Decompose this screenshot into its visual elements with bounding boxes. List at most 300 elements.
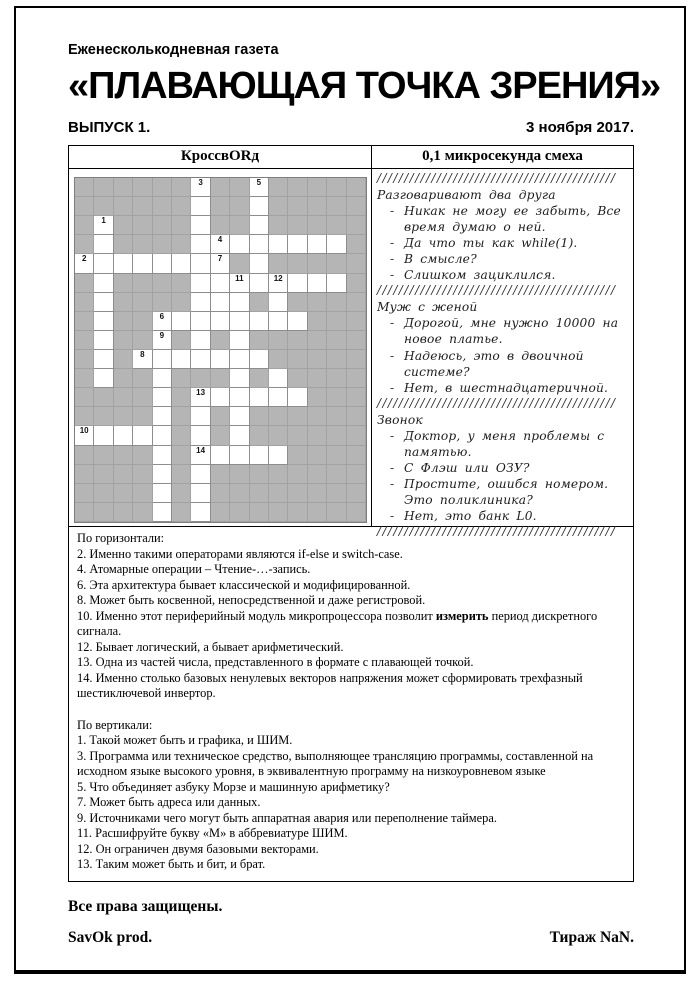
crossword-cell-gray: [288, 369, 307, 388]
crossword-cell-gray: [114, 388, 133, 407]
crossword-cell-gray: [230, 465, 249, 484]
crossword-clue-number: 4: [217, 235, 223, 245]
crossword-cell-gray: [211, 503, 230, 522]
crossword-cell-gray: [172, 407, 191, 426]
crossword-cell-gray: [347, 254, 366, 273]
crossword-cell-white: [153, 484, 172, 503]
crossword-cell-gray: [172, 388, 191, 407]
crossword-cell-white: [94, 254, 113, 273]
crossword-cell-white: [191, 293, 210, 312]
across-clue: 12. Бывает логический, а бывает арифметический.: [77, 639, 344, 654]
clues-section: [69, 527, 633, 881]
crossword-clue-number: 10: [79, 426, 89, 436]
producer-credit: SavOk prod.: [68, 928, 153, 946]
crossword-cell-gray: [172, 293, 191, 312]
crossword-cell-gray: [269, 350, 288, 369]
crossword-cell-gray: [153, 197, 172, 216]
joke-line-text: Слишком зациклился.: [404, 268, 556, 283]
crossword-cell-gray: [347, 484, 366, 503]
crossword-cell-gray: [94, 465, 113, 484]
crossword-cell-gray: [191, 369, 210, 388]
crossword-cell-white: [172, 312, 191, 331]
down-clue: 1. Такой может быть и графика, и ШИМ.: [77, 733, 293, 747]
crossword-cell-gray: [94, 484, 113, 503]
crossword-cell-gray: [75, 407, 94, 426]
crossword-column-header: КроссвORд: [69, 146, 372, 168]
crossword-cell-gray: [327, 446, 346, 465]
crossword-cell-white: [230, 274, 249, 293]
crossword-cell-gray: [327, 312, 346, 331]
crossword-cell-gray: [269, 484, 288, 503]
crossword-cell-gray: [347, 293, 366, 312]
crossword-cell-white: [288, 274, 307, 293]
crossword-cell-gray: [172, 235, 191, 254]
crossword-cell-gray: [269, 426, 288, 445]
crossword-cell-white: [211, 388, 230, 407]
crossword-cell-gray: [347, 426, 366, 445]
crossword-cell-gray: [172, 197, 191, 216]
crossword-cell-gray: [75, 388, 94, 407]
crossword-cell-gray: [288, 484, 307, 503]
joke-bullet-dash: -: [390, 252, 395, 267]
crossword-cell-white: [191, 274, 210, 293]
joke-line: [377, 235, 628, 251]
joke-line-text: Простите, ошибся номером. Это поликлиника?: [404, 476, 609, 508]
crossword-cell-gray: [230, 484, 249, 503]
crossword-cell-white: [191, 235, 210, 254]
crossword-cell-gray: [288, 426, 307, 445]
crossword-cell-gray: [172, 484, 191, 503]
crossword-cell-white: [269, 446, 288, 465]
crossword-cell-white: [94, 350, 113, 369]
joke-line-text: Никак не могу ее забыть, Все время думаю о ней.: [404, 203, 621, 235]
crossword-cell-white: [211, 274, 230, 293]
crossword-cell-gray: [172, 446, 191, 465]
crossword-cell-white: [327, 235, 346, 254]
crossword-cell-gray: [308, 293, 327, 312]
crossword-clue-number: 7: [217, 254, 223, 264]
crossword-cell-gray: [153, 274, 172, 293]
joke-line: [377, 508, 628, 524]
joke-line-text: В смысле?: [404, 252, 477, 267]
across-clue: 2. Именно такими операторами являются if-else и switch-case.: [77, 546, 403, 561]
crossword-cell-gray: [308, 407, 327, 426]
crossword-clue-number: 9: [159, 330, 165, 340]
crossword-cell-gray: [250, 484, 269, 503]
crossword-cell-white: [230, 293, 249, 312]
crossword-cell-gray: [308, 503, 327, 522]
crossword-cell-white: [230, 350, 249, 369]
crossword-cell-gray: [288, 331, 307, 350]
copyright-line: Все права защищены.: [68, 897, 223, 915]
crossword-cell-gray: [75, 331, 94, 350]
crossword-cell-gray: [347, 407, 366, 426]
crossword-clue-number: 1: [101, 216, 106, 226]
crossword-cell-white: [94, 369, 113, 388]
crossword-cell-gray: [114, 312, 133, 331]
crossword-cell-gray: [172, 369, 191, 388]
crossword-cell-gray: [327, 388, 346, 407]
crossword-cell-gray: [114, 197, 133, 216]
crossword-cell-gray: [94, 197, 113, 216]
crossword-cell-white: [211, 350, 230, 369]
crossword-cell-white: [191, 503, 210, 522]
crossword-cell-gray: [308, 388, 327, 407]
content-table: [68, 145, 634, 882]
clue-bold-word: измерить: [435, 608, 489, 623]
crossword-cell-gray: [347, 350, 366, 369]
crossword-cell-white: [114, 254, 133, 273]
crossword-cell-white: [75, 426, 94, 445]
crossword-cell-gray: [75, 503, 94, 522]
crossword-cell-white: [153, 503, 172, 522]
crossword-cell-gray: [75, 484, 94, 503]
crossword-cell-white: [211, 312, 230, 331]
crossword-cell-gray: [75, 446, 94, 465]
crossword-cell-gray: [114, 503, 133, 522]
crossword-cell-gray: [75, 465, 94, 484]
crossword-cell-gray: [230, 197, 249, 216]
crossword-cell-gray: [211, 369, 230, 388]
crossword-cell-white: [211, 446, 230, 465]
crossword-cell-gray: [347, 465, 366, 484]
crossword-cell-gray: [327, 369, 346, 388]
crossword-cell-gray: [250, 426, 269, 445]
crossword-cell-gray: [172, 465, 191, 484]
crossword-cell-white: [114, 426, 133, 445]
joke-bullet-dash: -: [390, 428, 395, 443]
crossword-cell-gray: [133, 312, 152, 331]
crossword-cell-gray: [288, 178, 307, 197]
crossword-cell-gray: [327, 216, 346, 235]
crossword-cell-gray: [230, 216, 249, 235]
crossword-cell-white: [288, 312, 307, 331]
crossword-cell-gray: [308, 465, 327, 484]
crossword-cell-gray: [133, 331, 152, 350]
crossword-cell-gray: [211, 426, 230, 445]
crossword-cell-gray: [250, 331, 269, 350]
crossword-cell-white: [230, 388, 249, 407]
joke-line-text: Нет, это банк L0.: [404, 509, 537, 524]
across-clue: 6. Эта архитектура бывает классической и модифицированной.: [77, 577, 411, 592]
down-clues-title: По вертикали:: [77, 717, 153, 732]
joke-bullet-dash: -: [390, 380, 395, 395]
crossword-cell-white: [191, 388, 210, 407]
crossword-cell-white: [191, 216, 210, 235]
crossword-cell-gray: [269, 331, 288, 350]
crossword-cell-white: [230, 235, 249, 254]
crossword-cell-gray: [75, 197, 94, 216]
crossword-cell-gray: [269, 178, 288, 197]
crossword-cell-white: [250, 274, 269, 293]
crossword-cell-gray: [172, 178, 191, 197]
crossword-clue-number: 5: [256, 178, 262, 187]
crossword-cell-white: [191, 484, 210, 503]
across-clue: 14. Именно столько базовых ненулевых векторов напряжения может сформировать трехфазный шестиключевой инвертор.: [77, 670, 583, 700]
crossword-clue-number: 6: [159, 311, 165, 321]
crossword-cell-gray: [75, 274, 94, 293]
crossword-cell-white: [153, 407, 172, 426]
crossword-cell-gray: [327, 426, 346, 445]
crossword-cell-white: [230, 446, 249, 465]
crossword-cell-gray: [288, 350, 307, 369]
joke-line: [377, 476, 628, 508]
joke-line: [377, 315, 628, 347]
issue-row: [68, 119, 634, 136]
crossword-cell-gray: [133, 235, 152, 254]
crossword-cell-white: [327, 274, 346, 293]
crossword-cell-white: [153, 369, 172, 388]
joke-line-text: Дорогой, мне нужно 10000 на новое платье.: [404, 316, 619, 347]
down-clue: 9. Источниками чего могут быть аппаратная авария или переполнение таймера.: [77, 810, 497, 825]
crossword-cell-gray: [347, 446, 366, 465]
crossword-cell-gray: [347, 503, 366, 522]
crossword-cell-gray: [269, 407, 288, 426]
crossword-cell-white: [191, 407, 210, 426]
crossword-cell-white: [191, 254, 210, 273]
across-clue: 13. Одна из частей числа, представленного в формате с плавающей точкой.: [77, 655, 474, 669]
crossword-cell-white: [153, 388, 172, 407]
crossword-cell-gray: [133, 178, 152, 197]
crossword-cell-gray: [133, 388, 152, 407]
crossword-cell-gray: [347, 178, 366, 197]
crossword-cell-gray: [172, 331, 191, 350]
crossword-cell-gray: [75, 369, 94, 388]
crossword-cell-gray: [327, 254, 346, 273]
joke-separator-line: ////////////////////////////////////////////: [377, 524, 617, 539]
crossword-cell-gray: [75, 293, 94, 312]
crossword-cell-white: [94, 235, 113, 254]
jokes-cell-container: [372, 169, 633, 539]
crossword-cell-gray: [153, 293, 172, 312]
joke-bullet-dash: -: [390, 348, 395, 363]
crossword-cell-gray: [308, 484, 327, 503]
crossword-cell-container: [69, 169, 372, 526]
crossword-cell-white: [308, 274, 327, 293]
crossword-cell-gray: [75, 235, 94, 254]
joke-bullet-dash: -: [390, 268, 395, 283]
crossword-cell-gray: [133, 274, 152, 293]
crossword-cell-gray: [288, 465, 307, 484]
crossword-cell-white: [308, 235, 327, 254]
crossword-cell-gray: [308, 312, 327, 331]
crossword-cell-gray: [94, 178, 113, 197]
crossword-cell-white: [153, 465, 172, 484]
crossword-cell-white: [94, 331, 113, 350]
crossword-cell-gray: [269, 465, 288, 484]
across-clues-list: [77, 547, 625, 702]
crossword-cell-gray: [269, 503, 288, 522]
crossword-clue-number: 11: [235, 273, 244, 283]
crossword-cell-gray: [288, 407, 307, 426]
crossword-cell-gray: [327, 465, 346, 484]
joke-line-text: С Флэш или ОЗУ?: [404, 460, 530, 475]
crossword-cell-gray: [133, 197, 152, 216]
crossword-cell-gray: [133, 484, 152, 503]
crossword-cell-gray: [308, 197, 327, 216]
joke-line-text: Нет, в шестнадцатеричной.: [404, 380, 609, 395]
issue-number: ВЫПУСК 1.: [68, 119, 151, 136]
crossword-cell-gray: [114, 178, 133, 197]
crossword-cell-gray: [327, 293, 346, 312]
crossword-cell-gray: [250, 293, 269, 312]
crossword-cell-white: [269, 235, 288, 254]
footer-row: [68, 929, 634, 947]
crossword-cell-white: [172, 350, 191, 369]
crossword-cell-gray: [347, 274, 366, 293]
crossword-cell-gray: [133, 407, 152, 426]
crossword-cell-white: [172, 254, 191, 273]
crossword-cell-gray: [288, 446, 307, 465]
crossword-cell-white: [230, 331, 249, 350]
joke-bullet-dash: -: [390, 476, 395, 491]
crossword-cell-gray: [153, 178, 172, 197]
crossword-cell-white: [153, 446, 172, 465]
across-clues-title: По горизонтали:: [77, 531, 165, 545]
crossword-cell-gray: [75, 216, 94, 235]
joke-bullet-dash: -: [390, 203, 395, 218]
crossword-cell-gray: [308, 254, 327, 273]
crossword-cell-gray: [347, 388, 366, 407]
joke-line-text: Да что ты как while(1).: [404, 236, 578, 251]
crossword-cell-gray: [133, 369, 152, 388]
crossword-cell-gray: [288, 254, 307, 273]
crossword-cell-white: [250, 350, 269, 369]
crossword-cell-white: [230, 369, 249, 388]
crossword-cell-white: [191, 446, 210, 465]
crossword-cell-gray: [308, 369, 327, 388]
crossword-cell-gray: [153, 216, 172, 235]
crossword-cell-gray: [172, 503, 191, 522]
crossword-cell-gray: [308, 446, 327, 465]
crossword-cell-white: [269, 388, 288, 407]
crossword-cell-gray: [211, 178, 230, 197]
crossword-cell-white: [191, 426, 210, 445]
crossword-cell-gray: [114, 407, 133, 426]
crossword-cell-white: [269, 293, 288, 312]
joke-line: [377, 428, 628, 460]
crossword-cell-white: [153, 312, 172, 331]
circulation-note: Тираж NaN.: [549, 928, 634, 946]
joke-line: [377, 348, 628, 380]
crossword-cell-white: [230, 312, 249, 331]
newspaper-page: [68, 42, 661, 947]
crossword-cell-gray: [327, 503, 346, 522]
crossword-cell-white: [211, 254, 230, 273]
crossword-cell-gray: [114, 446, 133, 465]
crossword-cell-gray: [133, 216, 152, 235]
crossword-cell-gray: [347, 312, 366, 331]
crossword-cell-gray: [288, 197, 307, 216]
joke-line: [377, 380, 628, 396]
crossword-cell-gray: [347, 197, 366, 216]
crossword-cell-white: [250, 235, 269, 254]
crossword-cell-white: [230, 407, 249, 426]
down-clues-list: [77, 733, 625, 873]
crossword-cell-gray: [114, 293, 133, 312]
crossword-cell-gray: [250, 503, 269, 522]
crossword-cell-white: [250, 312, 269, 331]
crossword-cell-gray: [308, 178, 327, 197]
crossword-cell-gray: [230, 178, 249, 197]
crossword-cell-white: [153, 254, 172, 273]
crossword-cell-gray: [327, 197, 346, 216]
crossword-cell-gray: [288, 293, 307, 312]
crossword-clue-number: 12: [273, 273, 283, 283]
crossword-cell-white: [250, 388, 269, 407]
joke-separator-line: ////////////////////////////////////////////: [377, 283, 617, 298]
across-clue: 8. Может быть косвенной, непосредственной и даже регистровой.: [77, 593, 426, 607]
crossword-cell-gray: [133, 503, 152, 522]
crossword-cell-gray: [75, 178, 94, 197]
across-clue: 10. Именно этот периферийный модуль микропроцессора позволит измерить период дискретного сигнала.: [77, 608, 598, 638]
crossword-clue-number: 13: [196, 388, 206, 398]
joke-bullet-dash: -: [390, 460, 395, 475]
crossword-cell-white: [211, 293, 230, 312]
joke-intro: Разговаривают два друга: [377, 187, 556, 202]
down-clue: 3. Программа или техническое средство, выполняющее трансляцию программы, составленной на исходном языке высокого уровня, в эквивалентную программу на низкоуровневом языке: [77, 748, 594, 778]
crossword-cell-white: [133, 350, 152, 369]
crossword-cell-white: [153, 331, 172, 350]
joke-intro: Муж с женой: [377, 300, 478, 315]
crossword-cell-gray: [327, 331, 346, 350]
crossword-cell-white: [250, 197, 269, 216]
crossword-cell-gray: [75, 350, 94, 369]
crossword-cell-white: [250, 216, 269, 235]
crossword-cell-white: [211, 235, 230, 254]
crossword-grid: [74, 177, 367, 523]
crossword-cell-gray: [114, 235, 133, 254]
crossword-cell-gray: [172, 274, 191, 293]
crossword-cell-white: [153, 426, 172, 445]
crossword-cell-white: [75, 254, 94, 273]
jokes-column: [377, 171, 628, 540]
crossword-cell-white: [94, 293, 113, 312]
crossword-cell-white: [191, 197, 210, 216]
crossword-cell-white: [288, 388, 307, 407]
crossword-cell-white: [250, 178, 269, 197]
newspaper-tagline: Еженесколькодневная газета: [68, 42, 279, 58]
crossword-cell-white: [269, 274, 288, 293]
crossword-cell-gray: [94, 446, 113, 465]
crossword-cell-gray: [172, 216, 191, 235]
crossword-cell-white: [191, 331, 210, 350]
crossword-cell-gray: [114, 350, 133, 369]
joke-line: [377, 203, 628, 235]
crossword-cell-white: [153, 350, 172, 369]
crossword-cell-gray: [172, 426, 191, 445]
crossword-cell-gray: [133, 293, 152, 312]
crossword-cell-gray: [211, 484, 230, 503]
across-clue: 4. Атомарные операции – Чтение-…-запись.: [77, 562, 311, 576]
joke-line: [377, 267, 628, 283]
crossword-cell-white: [269, 369, 288, 388]
table-header-row: [69, 146, 633, 169]
jokes-column-header: 0,1 микросекунда смеха: [422, 148, 583, 164]
crossword-cell-gray: [250, 369, 269, 388]
crossword-cell-gray: [308, 331, 327, 350]
crossword-cell-white: [191, 178, 210, 197]
joke-line-text: Доктор, у меня проблемы с памятью.: [404, 428, 605, 459]
crossword-cell-gray: [288, 216, 307, 235]
crossword-cell-gray: [230, 254, 249, 273]
crossword-cell-gray: [114, 484, 133, 503]
joke-line: [377, 460, 628, 476]
joke-bullet-dash: -: [390, 236, 395, 251]
newspaper-title: «ПЛАВАЮЩАЯ ТОЧКА ЗРЕНИЯ»: [68, 65, 661, 107]
crossword-cell-gray: [114, 369, 133, 388]
crossword-cell-gray: [269, 197, 288, 216]
